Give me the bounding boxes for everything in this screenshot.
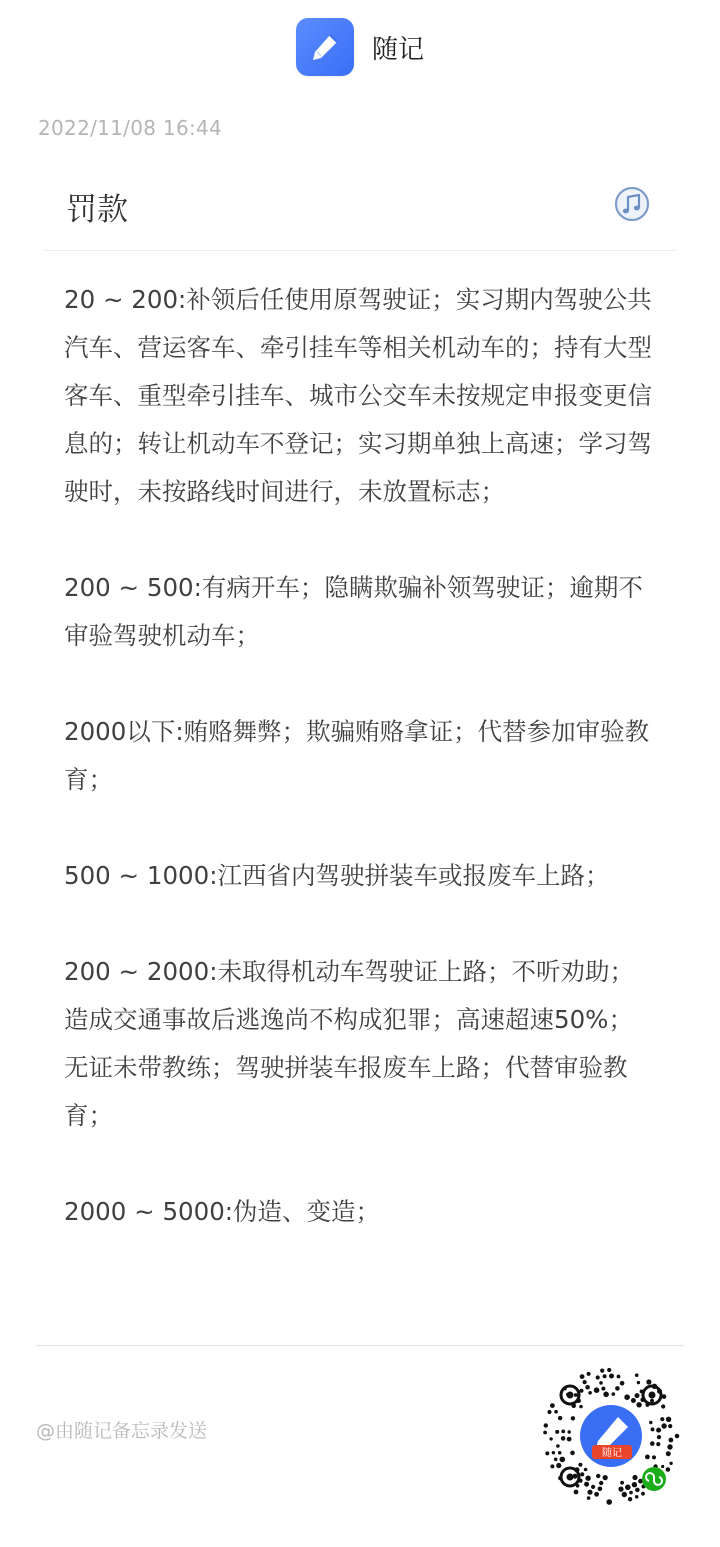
note-paragraph: 2000以下:贿赂舞弊；欺骗贿赂拿证；代替参加审验教育； [64,717,650,794]
pen-icon [296,18,354,76]
note-title-row [44,178,676,251]
note-paragraph: 2000 ~ 5000:伪造、变造； [64,1197,381,1226]
app-name: 随记 [371,34,424,65]
footer-divider [36,1345,684,1346]
source-text: @由随记备忘录发送 [36,1420,208,1442]
music-note-icon[interactable] [614,186,650,222]
qr-logo-text: 随记 [602,1448,622,1459]
mini-program-qr-code[interactable] [540,1365,682,1507]
note-paragraph: 200 ~ 500:有病开车；隐瞒欺骗补领驾驶证；逾期不审验驾驶机动车； [64,573,643,650]
note-body [64,276,654,1284]
note-paragraph: 500 ~ 1000:江西省内驾驶拼装车或报废车上路； [64,861,610,890]
note-title: 罚款 [66,192,128,228]
app-header [0,18,720,76]
note-paragraph: 20 ~ 200:补领后任使用原驾驶证；实习期内驾驶公共汽车、营运客车、牵引挂车等相关机动车的；持有大型客车、重型牵引挂车、城市公交车未按规定申报变更信息的；转让机动车不登记；实习期单独上高速；学习驾驶时，未按路线时间进行，未放置标志； [64,285,652,506]
note-timestamp: 2022/11/08 16:44 [38,116,223,140]
note-paragraph: 200 ~ 2000:未取得机动车驾驶证上路；不听劝助；造成交通事故后逃逸尚不构成犯罪；高速超速50%；无证未带教练；驾驶拼装车报废车上路；代替审验教育； [64,957,634,1130]
